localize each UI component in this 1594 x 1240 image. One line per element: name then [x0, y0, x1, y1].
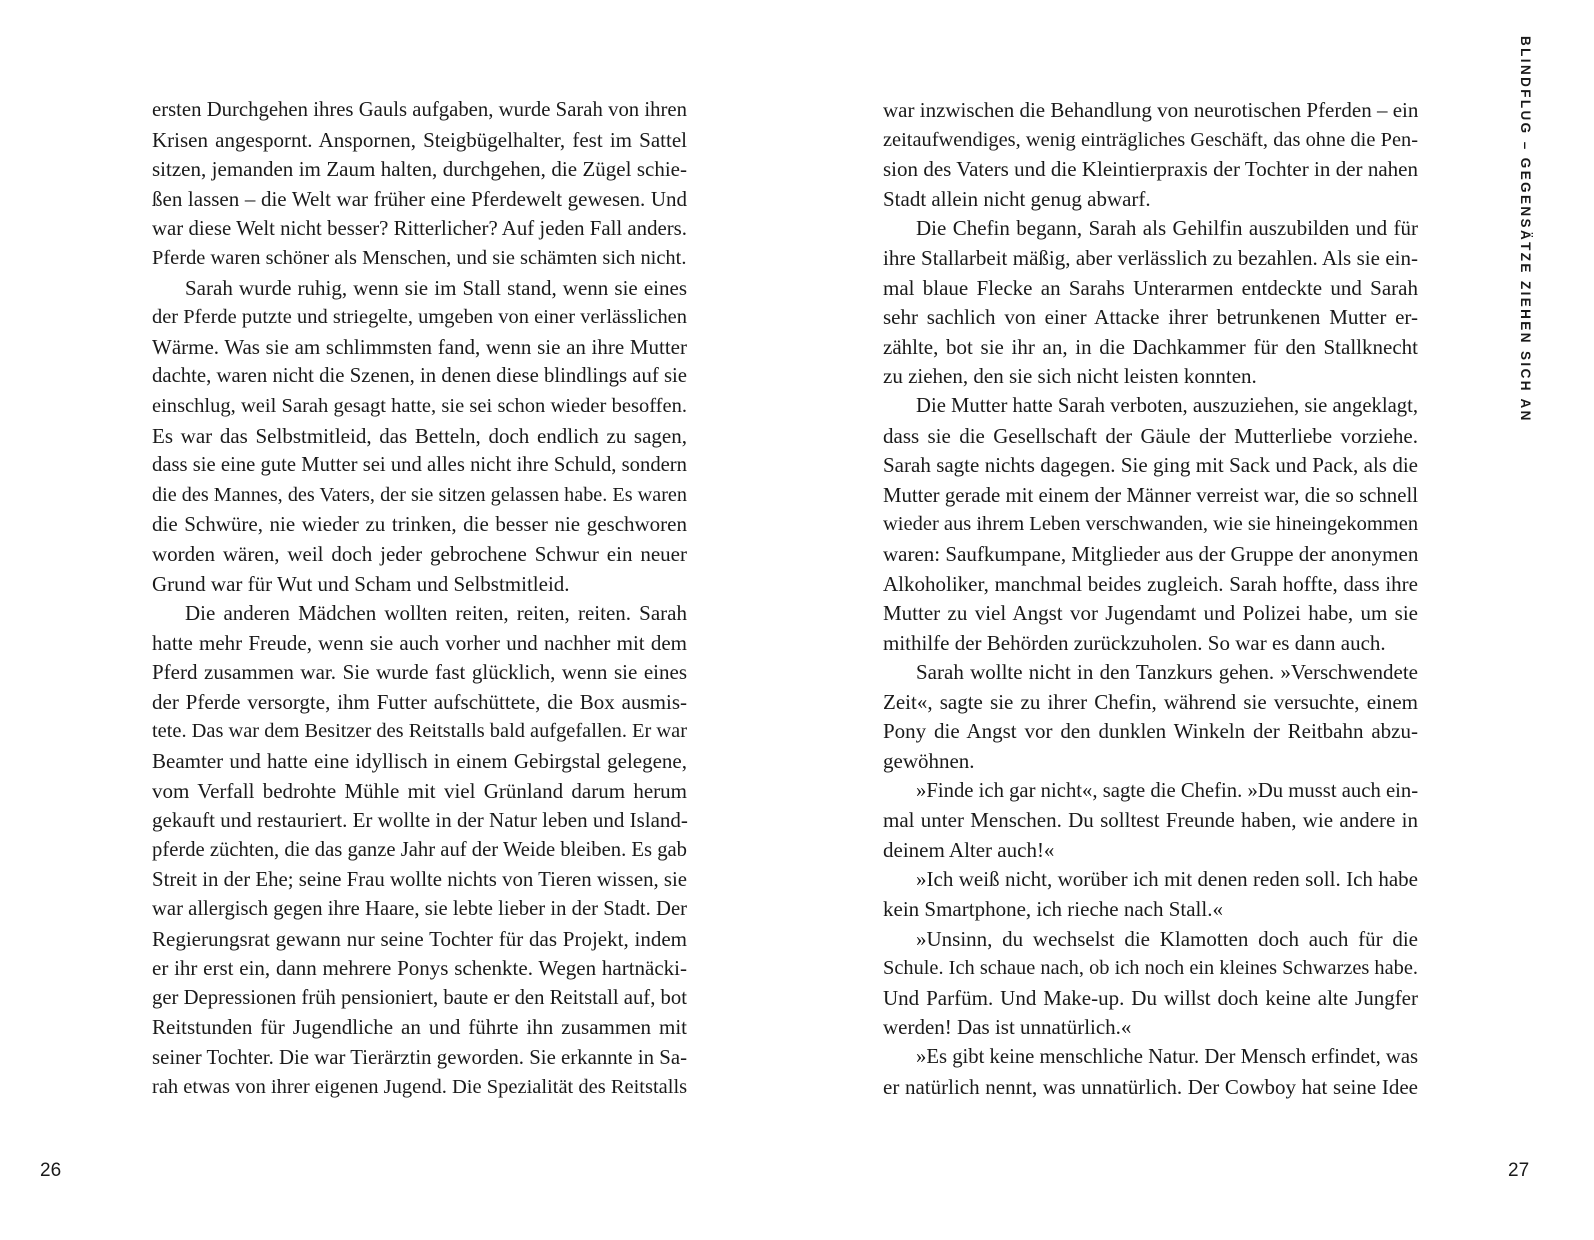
text-line: Die Mutter hatte Sarah verboten, auszuziehen, sie angeklagt,	[916, 394, 1419, 417]
right-page-text	[883, 96, 1418, 1102]
text-line: die des Mannes, des Vaters, der sie sitzen gelassen habe. Es waren	[152, 483, 687, 506]
text-line: rah etwas von ihrer eigenen Jugend. Die Spezialität des Reitstalls	[152, 1075, 688, 1098]
text-line: Wärme. Was sie am schlimmsten fand, wenn sie an ihre Mutter	[152, 334, 687, 359]
text-line: Streit in der Ehe; seine Frau wollte nichts von Tieren wissen, sie	[152, 868, 687, 892]
text-line: sion des Vaters und die Kleintierpraxis der Tochter in der nahen	[883, 157, 1418, 182]
text-line: die Schwüre, nie wieder zu trinken, die besser nie geschworen	[152, 512, 687, 537]
text-line: kein Smartphone, ich rieche nach Stall.«	[883, 897, 1223, 922]
text-line: vom Verfall bedrohte Mühle mit viel Grünland darum herum	[152, 778, 687, 803]
text-line: einschlug, weil Sarah gesagt hatte, sie sei schon wieder besoffen.	[152, 394, 687, 417]
text-line: Sarah wollte nicht in den Tanzkurs gehen. »Verschwendete	[916, 660, 1418, 685]
text-line: Pferde waren schöner als Menschen, und sie schämten sich nicht.	[152, 246, 687, 269]
text-line: der Pferde putzte und striegelte, umgeben von einer verlässlichen	[152, 306, 687, 329]
text-line: sehr sachlich von einer Attacke ihrer betrunkenen Mutter er-	[883, 305, 1418, 330]
text-line: war inzwischen die Behandlung von neurotischen Pferden – ein	[883, 98, 1419, 122]
text-line: Sarah sagte nichts dagegen. Sie ging mit Sack und Pack, als die	[883, 453, 1418, 478]
text-line: worden wären, weil doch jeder gebrochene Schwur ein neuer	[152, 541, 687, 566]
text-line: waren: Saufkumpane, Mitglieder aus der Gruppe der anonymen	[883, 541, 1419, 566]
text-line: er natürlich nennt, was unnatürlich. Der Cowboy hat seine Idee	[883, 1074, 1418, 1099]
text-line: deinem Alter auch!«	[883, 837, 1055, 862]
text-line: Es war das Selbstmitleid, das Betteln, doch endlich zu sagen,	[152, 423, 687, 448]
text-line: Alkoholiker, manchmal beides zugleich. Sarah hoffte, dass ihre	[883, 571, 1418, 596]
text-line: zu ziehen, den sie sich nicht leisten konnten.	[883, 364, 1257, 389]
text-line: mithilfe der Behörden zurückzuholen. So war es dann auch.	[883, 630, 1386, 655]
text-line: Schule. Ich schaue nach, ob ich noch ein kleines Schwarzes habe.	[883, 957, 1418, 980]
text-line: Sarah wurde ruhig, wenn sie im Stall stand, wenn sie eines	[185, 275, 687, 300]
text-line: sitzen, jemanden im Zaum halten, durchgehen, die Zügel schie-	[152, 157, 687, 182]
text-line: seiner Tochter. Die war Tierärztin geworden. Sie erkannte in Sa-	[152, 1046, 687, 1069]
left-page-text	[152, 96, 687, 1102]
text-line: Mutter gerade mit einem der Männer verreist war, die so schnell	[883, 483, 1418, 507]
text-line: Krisen angespornt. Anspornen, Steigbügelhalter, fest im Sattel	[152, 127, 687, 152]
text-line: mal unter Menschen. Du solltest Freunde haben, wie andere in	[883, 808, 1418, 833]
text-line: Beamter und hatte eine idyllisch in einem Gebirgstal gelegene,	[152, 749, 687, 774]
text-line: Pferd zusammen war. Sie wurde fast glücklich, wenn sie eines	[152, 660, 687, 685]
text-line: dass sie die Gesellschaft der Gäule der Mutterliebe vorziehe.	[883, 423, 1418, 448]
text-line: ersten Durchgehen ihres Gauls aufgaben, wurde Sarah von ihren	[152, 99, 687, 121]
text-line: war allergisch gegen ihre Haare, sie lebte lieber in der Stadt. Der	[152, 898, 687, 921]
text-line: »Ich weiß nicht, worüber ich mit denen reden soll. Ich habe	[916, 867, 1418, 892]
text-line: Reitstunden für Jugendliche an und führte ihn zusammen mit	[152, 1015, 687, 1040]
text-line: zeitaufwendiges, wenig einträgliches Geschäft, das ohne die Pen-	[883, 128, 1418, 151]
text-line: der Pferde versorgte, ihm Futter aufschüttete, die Box ausmis-	[152, 689, 687, 714]
text-line: gekauft und restauriert. Er wollte in der Natur leben und Island-	[152, 808, 688, 833]
text-line: Pony die Angst vor den dunklen Winkeln der Reitbahn abzu-	[883, 719, 1418, 744]
text-line: pferde züchten, die das ganze Jahr auf der Weide bleiben. Es gab	[152, 838, 687, 861]
text-line: dass sie eine gute Mutter sei und alles nicht ihre Schuld, sondern	[152, 454, 687, 477]
text-line: er ihr erst ein, dann mehrere Ponys schenkte. Wegen hartnäcki-	[152, 956, 687, 981]
text-line: Die Chefin begann, Sarah als Gehilfin auszubilden und für	[916, 216, 1418, 241]
text-line: werden! Das ist unnatürlich.«	[883, 1015, 1132, 1040]
text-line: Stadt allein nicht genug abwarf.	[883, 186, 1151, 211]
text-line: dachte, waren nicht die Szenen, in denen diese blindlings auf sie	[152, 365, 687, 388]
text-line: »Es gibt keine menschliche Natur. Der Mensch erfindet, was	[916, 1046, 1419, 1068]
text-line: wieder aus ihrem Leben verschwanden, wie sie hineingekommen	[883, 513, 1419, 536]
text-line: tete. Das war dem Besitzer des Reitstalls bald aufgefallen. Er war	[152, 720, 687, 743]
text-line: Die anderen Mädchen wollten reiten, reiten, reiten. Sarah	[185, 601, 687, 626]
text-line: hatte mehr Freude, wenn sie auch vorher und nachher mit dem	[152, 630, 687, 655]
text-line: Zeit«, sagte sie zu ihrer Chefin, während sie versuchte, einem	[883, 689, 1418, 714]
text-line: Mutter zu viel Angst vor Jugendamt und Polizei habe, um sie	[883, 601, 1418, 626]
text-line: Regierungsrat gewann nur seine Tochter für das Projekt, indem	[152, 926, 687, 951]
text-line: gewöhnen.	[883, 749, 975, 774]
text-line: zählte, bot sie ihr an, in die Dachkammer für den Stallknecht	[883, 334, 1418, 359]
text-line: Grund war für Wut und Scham und Selbstmitleid.	[152, 571, 570, 596]
text-line: ihre Stallarbeit mäßig, aber verlässlich zu bezahlen. Als sie ein-	[883, 245, 1418, 270]
text-line: war diese Welt nicht besser? Ritterlicher? Auf jeden Fall anders.	[152, 216, 687, 241]
text-line: Und Parfüm. Und Make-up. Du willst doch keine alte Jungfer	[883, 985, 1418, 1010]
left-page-number: 26	[40, 1160, 62, 1181]
text-line: mal blaue Flecke an Sarahs Unterarmen entdeckte und Sarah	[883, 275, 1418, 300]
text-line: ger Depressionen früh pensioniert, baute er den Reitstall auf, bot	[152, 986, 687, 1009]
running-head: BLINDFLUG – GEGENSÄTZE ZIEHEN SICH AN	[1518, 36, 1533, 423]
text-line: ßen lassen – die Welt war früher eine Pferdewelt gewesen. Und	[152, 186, 687, 211]
right-page	[797, 0, 1594, 1240]
text-line: »Finde ich gar nicht«, sagte die Chefin. »Du musst auch ein-	[916, 779, 1419, 802]
text-line: »Unsinn, du wechselst die Klamotten doch auch für die	[916, 926, 1418, 951]
right-page-number: 27	[1508, 1160, 1530, 1181]
